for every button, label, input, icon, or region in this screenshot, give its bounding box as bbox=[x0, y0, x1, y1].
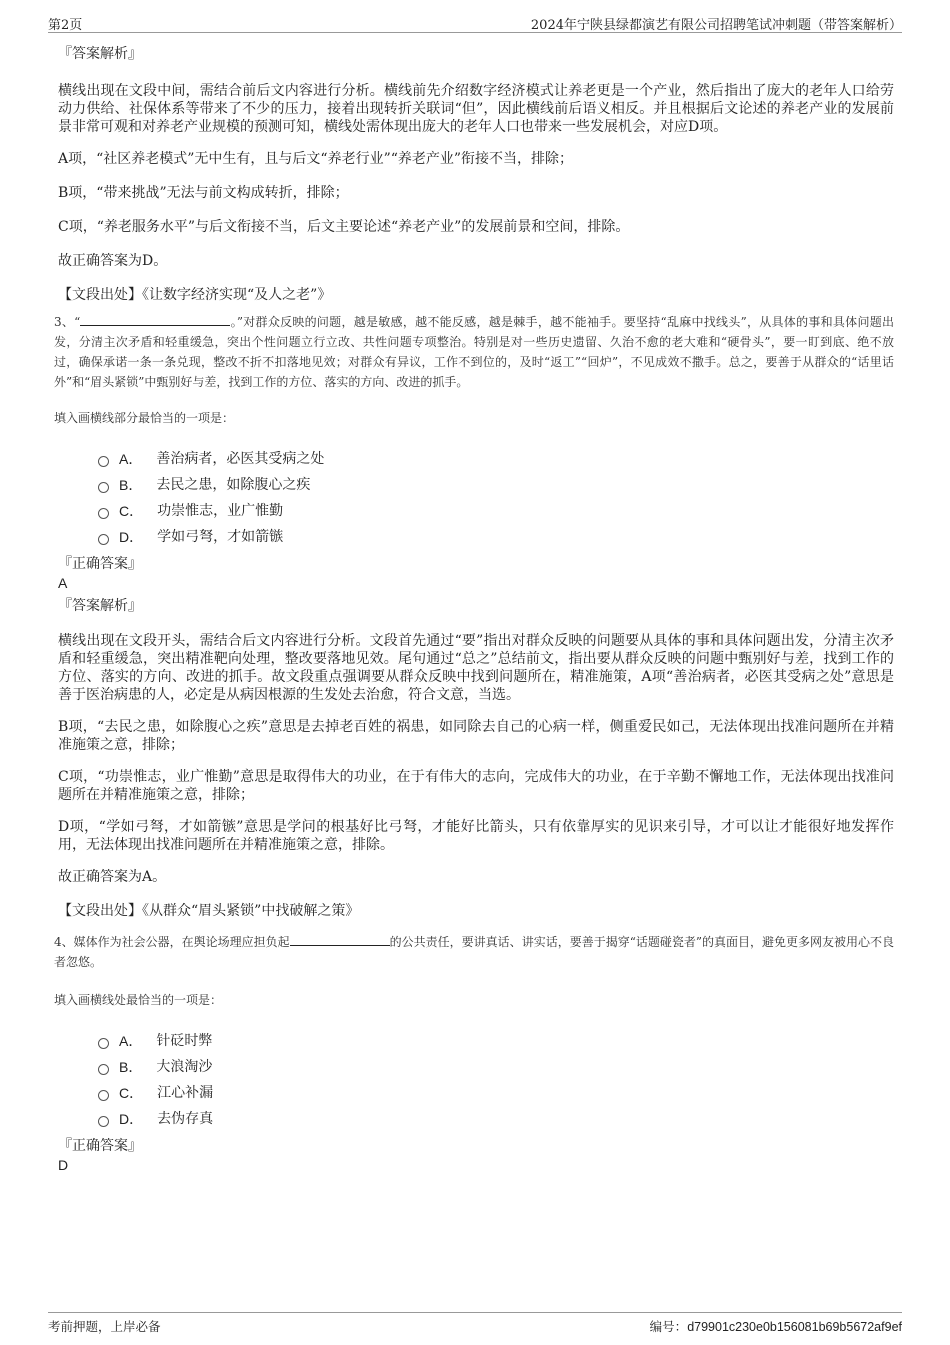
correct-answer: D bbox=[58, 1157, 69, 1173]
passage-source: 【文段出处】《让数字经济实现“及人之老”》 bbox=[58, 287, 332, 303]
option-b[interactable]: B． 去民之患，如除腹心之疾 bbox=[98, 472, 894, 498]
document-code-label: 编号： bbox=[649, 1319, 688, 1334]
radio-icon[interactable] bbox=[98, 456, 109, 467]
question-3-text: 。”对群众反映的问题，越是敏感，越不能反感，越是棘手，越不能袖手。要坚持“乱麻中找线头”，从具体的事和具体问题出发，分清主次矛盾和轻重缓急，突出个性问题立行立改、共性问题专项整治。特别是对一些历史遗留、久治不愈的老大难和“硬骨头”，要一盯到底、绝不放过，确保承诺一条一条兑现，整改不折不扣落地见效；对群众有异议，工作不到位的，及时“返工”“回炉”，不见成效不撒手。总之，要善于从群众的“话里话外”和“眉头紧锁”中甄别好与差，找到工作的方位、落实的方向、改进的抓手。 bbox=[54, 315, 894, 389]
radio-icon[interactable] bbox=[98, 1116, 109, 1127]
radio-icon[interactable] bbox=[98, 508, 109, 519]
correct-answer: A bbox=[58, 575, 68, 591]
radio-icon[interactable] bbox=[98, 482, 109, 493]
question-3-options bbox=[98, 446, 894, 550]
question-4-prompt: 填入画横线处最恰当的一项是： bbox=[54, 993, 223, 1007]
document-title: 2024年宁陕县绿都演艺有限公司招聘笔试冲刺题（带答案解析） bbox=[530, 18, 902, 33]
analysis-paragraph: D项，“学如弓弩，才如箭镞”意思是学问的根基好比弓弩，才能好比箭头，只有依靠厚实的见识来引导，才可以让才能很好地发挥作用，无法体现出找准问题所在并精准施策之意，排除。 bbox=[58, 819, 894, 853]
correct-answer-label: 『正确答案』 bbox=[58, 1138, 142, 1154]
analysis-paragraph: A项，“社区养老模式”无中生有，且与后文“养老行业”“养老产业”衔接不当，排除； bbox=[58, 151, 574, 167]
passage-source: 【文段出处】《从群众“眉头紧锁”中找破解之策》 bbox=[58, 903, 360, 919]
option-d[interactable]: D． 去伪存真 bbox=[98, 1106, 894, 1132]
question-3-prompt: 填入画横线部分最恰当的一项是： bbox=[54, 411, 235, 425]
answer-analysis-label: 『答案解析』 bbox=[58, 46, 142, 62]
option-d[interactable]: D． 学如弓弩，才如箭镞 bbox=[98, 524, 894, 550]
question-4-stem bbox=[54, 932, 894, 972]
option-a[interactable]: A． 针砭时弊 bbox=[98, 1028, 894, 1054]
radio-icon[interactable] bbox=[98, 1038, 109, 1049]
radio-icon[interactable] bbox=[98, 1090, 109, 1101]
radio-icon[interactable] bbox=[98, 534, 109, 545]
document-code bbox=[650, 1317, 902, 1335]
radio-icon[interactable] bbox=[98, 1064, 109, 1075]
analysis-paragraph: 故正确答案为A。 bbox=[58, 869, 167, 885]
question-4-text: 的公共责任，要讲真话、讲实话，要善于揭穿“话题碰瓷者”的真面目，避免更多网友被用心不良者忽悠。 bbox=[54, 935, 894, 969]
option-a[interactable]: A． 善治病者，必医其受病之处 bbox=[98, 446, 894, 472]
analysis-paragraph: C项，“养老服务水平”与后文衔接不当，后文主要论述“养老产业”的发展前景和空间，排除。 bbox=[58, 219, 630, 235]
option-b[interactable]: B． 大浪淘沙 bbox=[98, 1054, 894, 1080]
page-footer bbox=[48, 1312, 902, 1333]
correct-answer-label: 『正确答案』 bbox=[58, 556, 142, 572]
answer-blank bbox=[290, 933, 390, 946]
analysis-paragraph: B项，“去民之患，如除腹心之疾”意思是去掉老百姓的祸患，如同除去自己的心病一样，侧重爱民如己，无法体现出找准问题所在并精准施策之意，排除； bbox=[58, 719, 894, 753]
question-3-prefix: 3、“ bbox=[54, 315, 81, 329]
page-number: 第2页 bbox=[48, 18, 83, 33]
question-3-stem bbox=[54, 312, 894, 392]
option-c[interactable]: C． 江心补漏 bbox=[98, 1080, 894, 1106]
analysis-paragraph: C项，“功崇惟志，业广惟勤”意思是取得伟大的功业，在于有伟大的志向，完成伟大的功业，在于辛勤不懈地工作，无法体现出找准问题所在并精准施策之意，排除； bbox=[58, 769, 894, 803]
document-code-value: d79901c230e0b156081b69b5672af9ef bbox=[687, 1320, 902, 1334]
analysis-paragraph: 横线出现在文段中间，需结合前后文内容进行分析。横线前先介绍数字经济模式让养老更是一个产业，然后指出了庞大的老年人口给劳动力供给、社保体系等带来了不少的压力，接着出现转折关联词“但”，因此横线前后语义相反。并且根据后文论述的养老产业的发展前景非常可观和对养老产业规模的预测可知，横线处需体现出庞大的老年人口也带来一些发展机会，对应D项。 bbox=[58, 83, 894, 135]
footer-slogan: 考前押题，上岸必备 bbox=[48, 1319, 161, 1334]
answer-analysis-label: 『答案解析』 bbox=[58, 598, 142, 614]
analysis-paragraph: B项，“带来挑战”无法与前文构成转折，排除； bbox=[58, 185, 349, 201]
option-c[interactable]: C． 功崇惟志，业广惟勤 bbox=[98, 498, 894, 524]
analysis-paragraph: 故正确答案为D。 bbox=[58, 253, 168, 269]
page-content bbox=[54, 44, 894, 1174]
page-header bbox=[48, 14, 902, 33]
analysis-paragraph: 横线出现在文段开头，需结合后文内容进行分析。文段首先通过“要”指出对群众反映的问题要从具体的事和具体问题出发，分清主次矛盾和轻重缓急，突出精准靶向处理，整改要落地见效。尾句通过“总之”总结前文，指出要从群众反映的问题中甄别好与差，找到工作的方位、落实的方向、改进的抓手。故文段重点强调要从群众反映中找到问题所在，精准施策，A项“善治病者，必医其受病之处”意思是善于医治病患的人，必定是从病因根源的生发处去治愈，符合文意，当选。 bbox=[58, 633, 894, 703]
question-4-options bbox=[98, 1028, 894, 1132]
answer-blank bbox=[80, 313, 230, 326]
question-4-prefix: 4、媒体作为社会公器，在舆论场理应担负起 bbox=[54, 935, 290, 949]
